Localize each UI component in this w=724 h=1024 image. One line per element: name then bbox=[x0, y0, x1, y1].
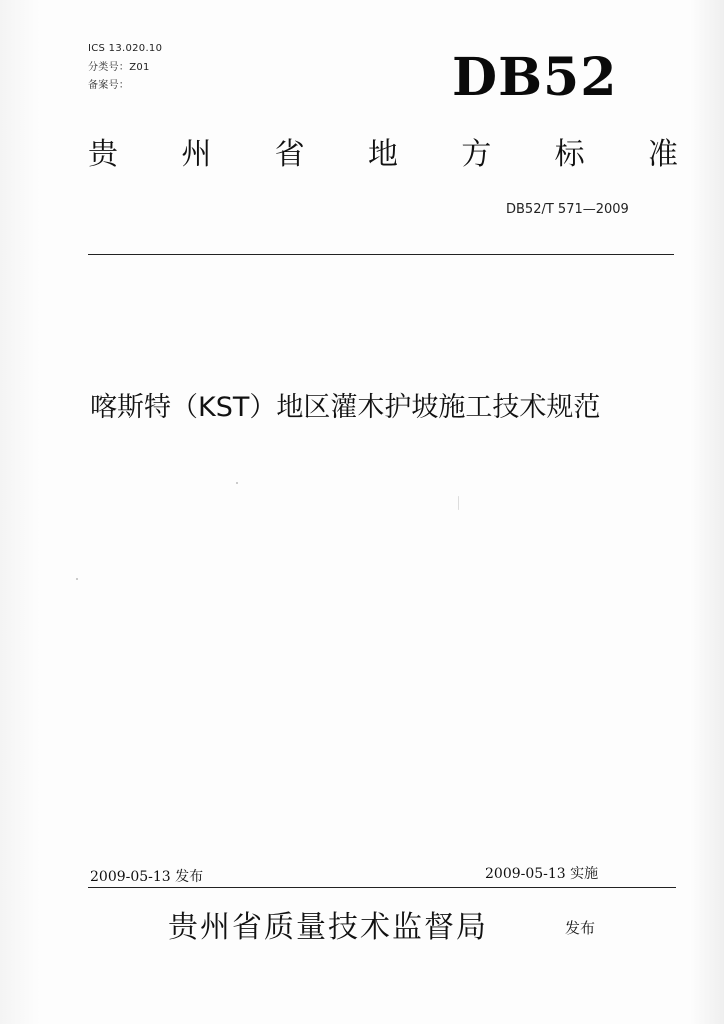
publish-label: 发布 bbox=[565, 919, 596, 937]
record-number: 备案号： bbox=[88, 80, 130, 91]
standard-type-title bbox=[88, 138, 678, 172]
publisher-name: 贵州省质量技术监督局 bbox=[168, 910, 488, 945]
bottom-divider bbox=[88, 887, 676, 888]
classification-number: 分类号：Z01 bbox=[88, 62, 150, 73]
document-title: 喀斯特（KST）地区灌木护坡施工技术规范 bbox=[90, 392, 601, 423]
standard-type-char: 标 bbox=[554, 137, 585, 172]
standard-type-char: 州 bbox=[181, 137, 212, 172]
standard-code: DB52/T 571—2009 bbox=[506, 202, 629, 217]
scan-speck bbox=[236, 482, 238, 484]
standard-type-char: 省 bbox=[274, 137, 305, 172]
ics-code: ICS 13.020.10 bbox=[88, 43, 163, 54]
implementation-date: 2009-05-13 实施 bbox=[485, 866, 599, 882]
top-divider bbox=[88, 254, 674, 255]
standard-type-char: 方 bbox=[461, 137, 492, 172]
scan-speck bbox=[458, 496, 459, 510]
scan-speck bbox=[76, 578, 78, 580]
standard-type-char: 贵 bbox=[88, 137, 118, 172]
standard-type-char: 准 bbox=[647, 137, 678, 172]
issue-date: 2009-05-13 发布 bbox=[90, 869, 204, 885]
db52-logo: DB52 bbox=[452, 47, 618, 108]
standard-type-char: 地 bbox=[367, 137, 398, 172]
